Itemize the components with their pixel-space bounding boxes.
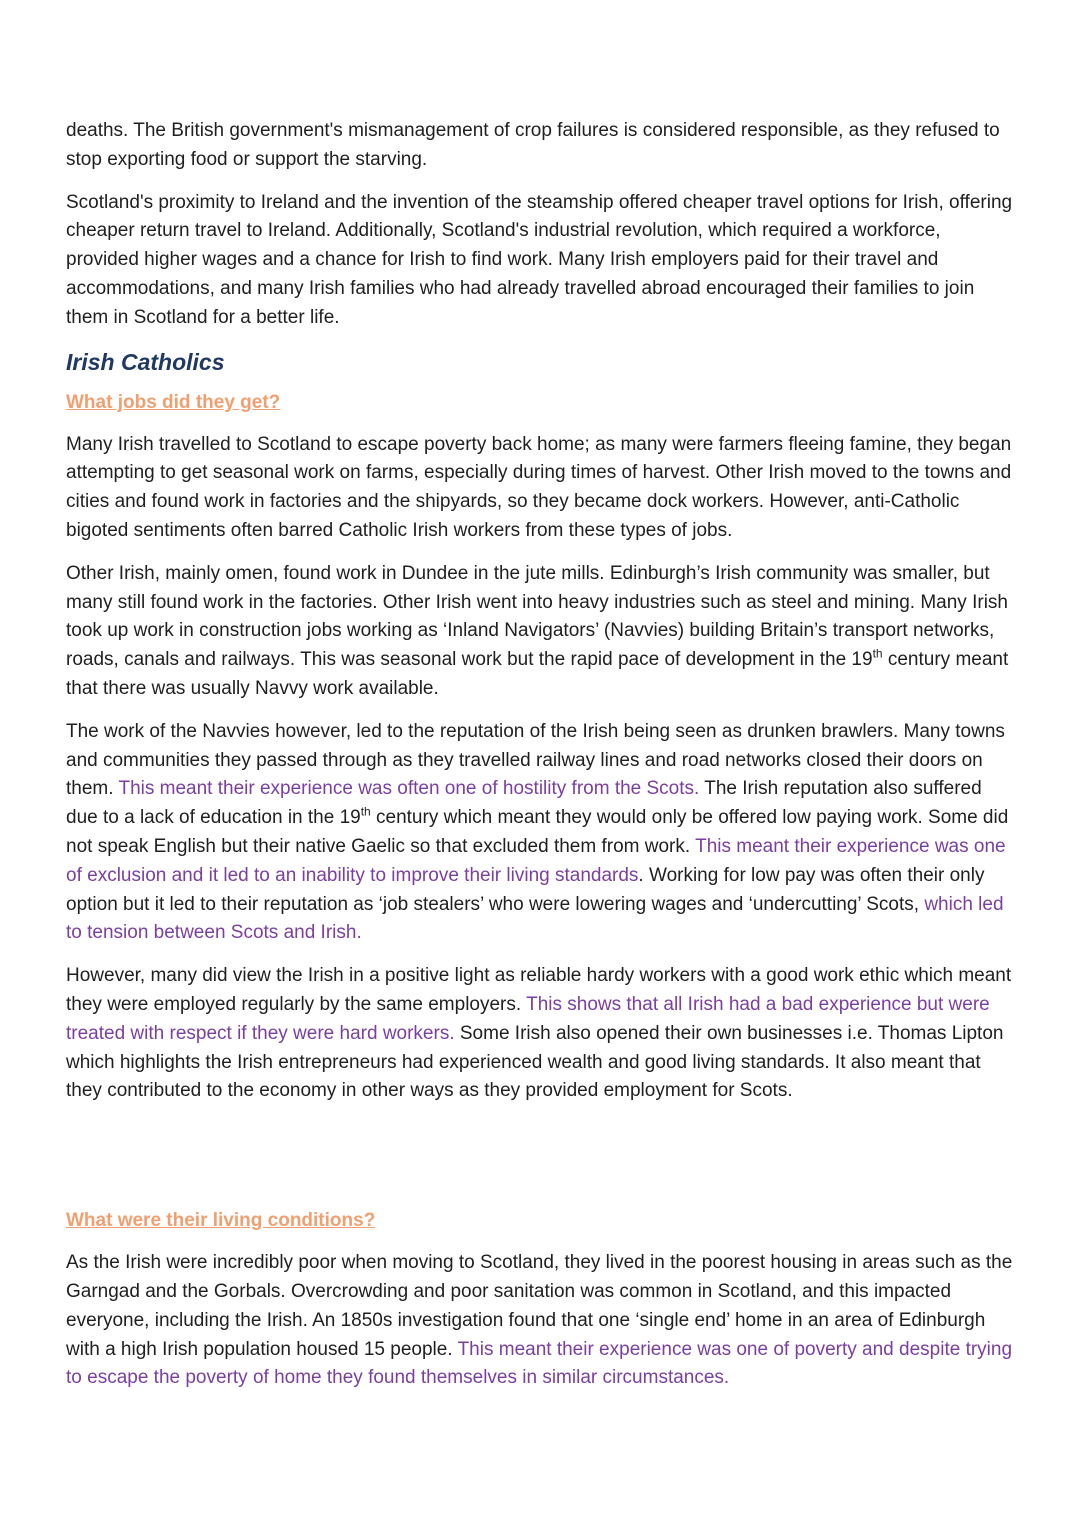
living-paragraph-1 (66, 1249, 1016, 1393)
jobs-paragraph-1: Many Irish travelled to Scotland to escape poverty back home; as many were farmers fleeing famine, they began attempting to get seasonal work on farms, especially during times of harvest. Other Irish moved to the towns and cities and found work in factories and the shipyards, so they became dock workers. However, anti-Catholic bigoted sentiments often barred Catholic Irish workers from these types of jobs. (66, 433, 1012, 541)
jobs-paragraph-3 (66, 718, 1016, 948)
living-subheading: What were their living conditions? (66, 1210, 376, 1232)
superscript: th (872, 646, 883, 661)
text-run: The work of the Navvies however, led to the reputation of the Irish being seen as drunken brawlers. Many towns and communities they passed through as they travelled railway lines and road networks closed their doors on them. (66, 720, 1005, 800)
text-run: However, many did view the Irish in a positive light as reliable hardy workers with a good work ethic which meant they were employed regularly by the same employers. (66, 965, 1012, 1015)
jobs-paragraph-4 (66, 962, 1016, 1106)
text-run: As the Irish were incredibly poor when moving to Scotland, they lived in the poorest housing in areas such as the Garngad and the Gorbals. Overcrowding and poor sanitation was common in Scotland, and this impacted everyone, including the Irish. An 1850s investigation found that one ‘single end’ home in an area of Edinburgh with a high Irish population housed 15 people. (66, 1252, 1013, 1360)
text-run: Some Irish also opened their own businesses i.e. Thomas Lipton which highlights the Irish entrepreneurs had experienced wealth and good living standards. It also meant that they contributed to the economy in other ways as they provided employment for Scots. (66, 1022, 1004, 1102)
text-run: Other Irish, mainly omen, found work in Dundee in the jute mills. Edinburgh’s Irish community was smaller, but many still found work in the factories. Other Irish went into heavy industries such as steel and mining. Many Irish took up work in construction jobs working as ‘Inland Navigators’ (Navvies) building Britain’s transport networks, roads, canals and railways. This was seasonal work but the rapid pace of development in the 19 (66, 562, 1008, 671)
intro-paragraph-1: deaths. The British government's mismanagement of crop failures is considered responsible, as they refused to stop exporting food or support the starving. (66, 120, 1000, 170)
text-run: century meant that there was usually Navvy work available. (66, 649, 1009, 699)
text-run: The Irish reputation also suffered due to a lack of education in the 19 (66, 778, 982, 829)
spacer (66, 1120, 1016, 1207)
section-heading: Irish Catholics (66, 348, 225, 375)
highlight-text: This shows that all Irish had a bad experience but were treated with respect if they were hard workers. (66, 993, 990, 1044)
document-page (66, 117, 1016, 1407)
intro-paragraph-2: Scotland's proximity to Ireland and the invention of the steamship offered cheaper travel options for Irish, offering cheaper return travel to Ireland. Additionally, Scotland's industrial revolution, which required a workforce, provided higher wages and a chance for Irish to find work. Many Irish employers paid for their travel and accommodations, and many Irish families who had already travelled abroad encouraged their families to join them in Scotland for a better life. (66, 191, 1013, 328)
highlight-text: This meant their experience was one of exclusion and it led to an inability to improve their living standards (66, 835, 1006, 886)
highlight-text: This meant their experience was often one of hostility from the Scots. (118, 778, 700, 800)
highlight-text: which led to tension between Scots and Irish. (66, 893, 1004, 944)
jobs-subheading: What jobs did they get? (66, 391, 281, 413)
text-run: . Working for low pay was often their only option but it led to their reputation as ‘job stealers’ who were lowering wages and ‘undercutting’ Scots, (66, 864, 985, 915)
superscript: th (360, 804, 371, 819)
text-run: century which meant they would only be offered low paying work. Some did not speak English but their native Gaelic so that excluded them from work. (66, 807, 1009, 857)
highlight-text: This meant their experience was one of poverty and despite trying to escape the poverty of home they found themselves in similar circumstances. (66, 1338, 1013, 1389)
jobs-paragraph-2 (66, 560, 1016, 704)
